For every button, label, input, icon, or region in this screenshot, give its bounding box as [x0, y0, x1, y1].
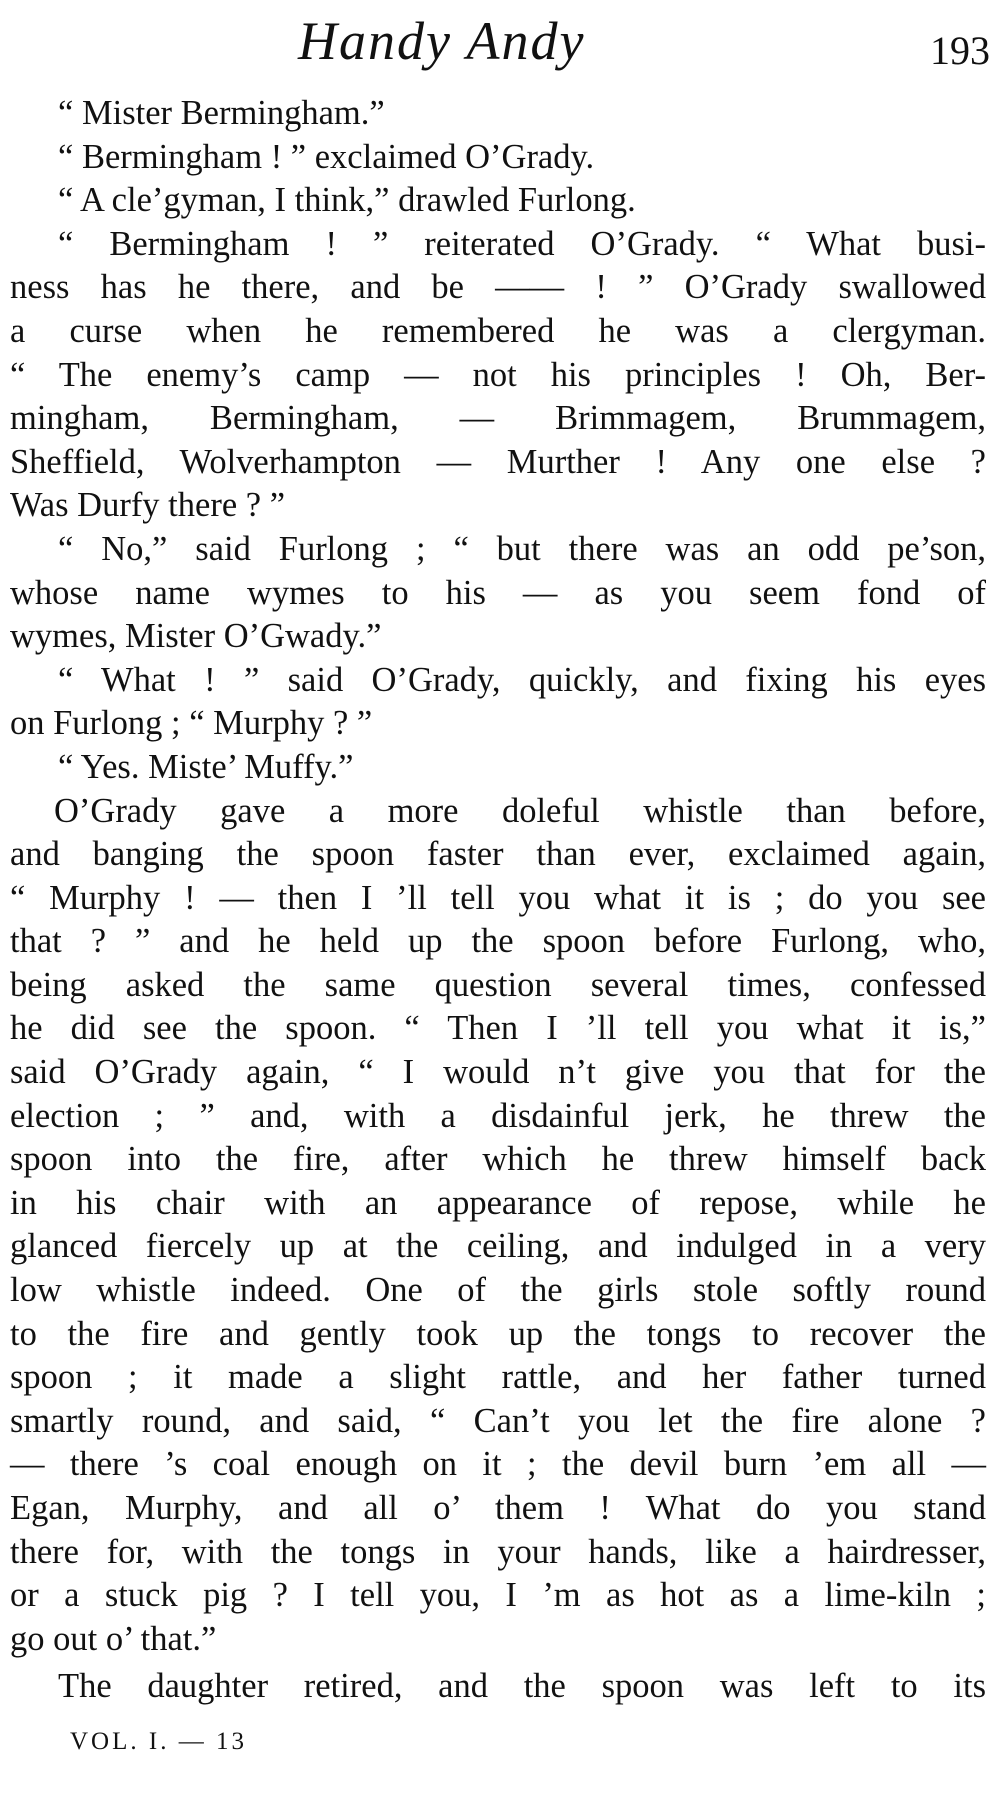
- text-line: a curse when he remembered he was a clergyman.: [10, 311, 986, 350]
- text-line: Was Durfy there ? ”: [10, 486, 286, 525]
- text-line: “ Bermingham ! ” exclaimed O’Grady.: [58, 137, 595, 176]
- signature-mark: VOL. I. — 13: [70, 1728, 247, 1755]
- text-line: “ Yes. Miste’ Muffy.”: [58, 747, 354, 786]
- text-line: “ A cle’gyman, I think,” drawled Furlong.: [58, 181, 636, 220]
- text-line: “ The enemy’s camp — not his principles ! Oh, Ber-: [10, 355, 986, 394]
- running-title: Handy Andy: [298, 11, 586, 71]
- text-line: — there ’s coal enough on it ; the devil burn ’em all —: [10, 1445, 986, 1484]
- text-line: mingham, Bermingham, — Brimmagem, Brummagem,: [10, 399, 986, 438]
- text-line: or a stuck pig ? I tell you, I ’m as hot as a lime-kiln ;: [10, 1576, 986, 1615]
- text-line: smartly round, and said, “ Can’t you let the fire alone ?: [10, 1401, 986, 1440]
- text-line: spoon ; it made a slight rattle, and her father turned: [10, 1358, 986, 1397]
- page-number: 193: [930, 28, 990, 73]
- text-line: and banging the spoon faster than ever, exclaimed again,: [10, 835, 986, 874]
- text-line: “ What ! ” said O’Grady, quickly, and fixing his eyes: [58, 660, 986, 699]
- text-line: O’Grady gave a more doleful whistle than before,: [54, 791, 986, 830]
- text-line: spoon into the fire, after which he threw himself back: [10, 1140, 986, 1179]
- text-line: wymes, Mister O’Gwady.”: [10, 617, 382, 656]
- text-line: being asked the same question several times, confessed: [10, 965, 986, 1004]
- text-line: “ No,” said Furlong ; “ but there was an odd pe’son,: [58, 529, 986, 568]
- text-line: said O’Grady again, “ I would n’t give you that for the: [10, 1053, 986, 1092]
- page-body-text: [10, 92, 986, 1709]
- text-line: “ Mister Bermingham.”: [58, 94, 385, 132]
- text-line: ness has he there, and be —— ! ” O’Grady swallowed: [10, 268, 986, 307]
- text-line: low whistle indeed. One of the girls stole softly round: [10, 1271, 986, 1310]
- text-line: election ; ” and, with a disdainful jerk, he threw the: [10, 1096, 986, 1135]
- text-line: that ? ” and he held up the spoon before Furlong, who,: [10, 922, 986, 961]
- text-line: The daughter retired, and the spoon was left to its: [58, 1667, 986, 1706]
- text-line: go out o’ that.”: [10, 1619, 217, 1658]
- text-line: glanced fiercely up at the ceiling, and indulged in a very: [10, 1227, 986, 1266]
- text-line: to the fire and gently took up the tongs to recover the: [10, 1314, 986, 1353]
- page-header: [0, 6, 1000, 76]
- text-line: he did see the spoon. “ Then I ’ll tell you what it is,”: [10, 1009, 986, 1048]
- text-line: Egan, Murphy, and all o’ them ! What do you stand: [10, 1489, 986, 1527]
- text-line: whose name wymes to his — as you seem fond of: [10, 573, 986, 612]
- text-line: there for, with the tongs in your hands, like a hairdresser,: [10, 1532, 986, 1571]
- text-line: Sheffield, Wolverhampton — Murther ! Any one else ?: [10, 442, 986, 481]
- text-line: “ Bermingham ! ” reiterated O’Grady. “ What busi-: [58, 224, 986, 263]
- text-line: “ Murphy ! — then I ’ll tell you what it is ; do you see: [10, 878, 986, 917]
- text-line: in his chair with an appearance of repose, while he: [10, 1183, 986, 1222]
- text-line: on Furlong ; “ Murphy ? ”: [10, 704, 373, 743]
